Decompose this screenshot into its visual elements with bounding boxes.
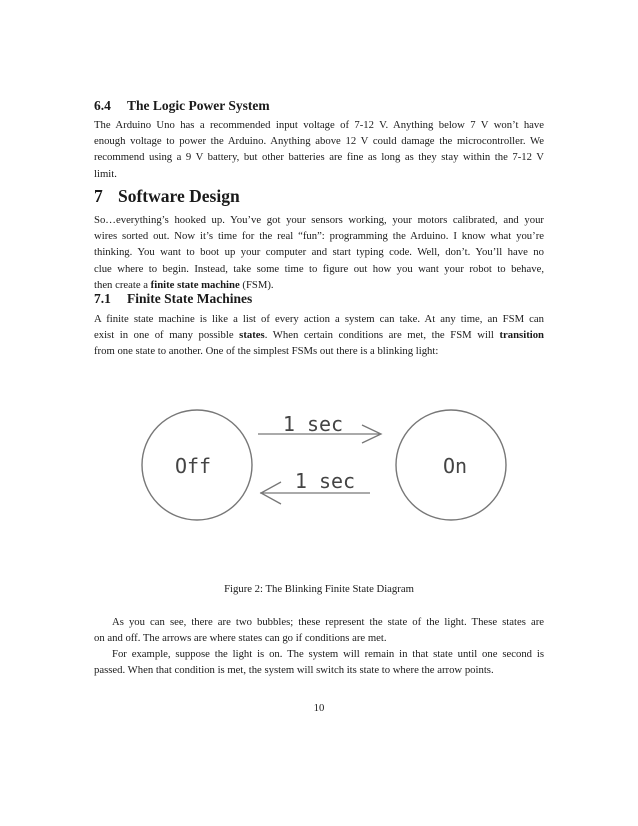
section-title: The Logic Power System [127, 98, 270, 113]
state-diagram [0, 395, 638, 530]
section-heading-6-4 [94, 98, 270, 114]
bold-term: transition [499, 329, 545, 342]
text-line: For example, suppose the light is on. The system will remain in that state until one second is [112, 648, 544, 660]
text-line: on and off. The arrows are where states can go if conditions are met. [94, 632, 387, 644]
section-number: 6.4 [94, 98, 111, 113]
section-heading-7 [94, 186, 240, 207]
text-line: The Arduino Uno has a recommended input voltage of 7-12 V. Anything below 7 V won’t have [94, 119, 544, 131]
text-line: from one state to another. One of the simplest FSMs out there is a blinking light: [94, 345, 439, 358]
bold-term: states [239, 329, 265, 342]
text-line: thinking. You want to boot up your computer and start typing code. Well, don’t. You’ll have no [94, 246, 544, 259]
text-line: So…everything’s hooked up. You’ve got your sensors working, your motors calibrated, and your [94, 214, 544, 226]
text-run: (FSM). [239, 278, 274, 291]
paragraph-example [94, 646, 544, 678]
figure-caption: Figure 2: The Blinking Finite State Diagram [224, 583, 414, 595]
section-title: Finite State Machines [127, 291, 253, 306]
text-line: clue where to begin. Instead, take some time to figure out how you want your robot to behave, [94, 262, 544, 275]
text-run: . When certain conditions are met, the FSM will [264, 329, 500, 342]
state-off-label: Off [174, 454, 212, 478]
text-line [94, 327, 544, 343]
text-line: A finite state machine is like a list of every action a system can take. At any time, an FSM can [94, 313, 544, 325]
bold-term: finite state machine [150, 278, 240, 291]
text-line: limit. [94, 167, 117, 180]
text-line: recommend using a 9 V battery, but other batteries are fine as long as they stay within the 7-12 V [94, 151, 544, 164]
section-title: Software Design [118, 186, 240, 206]
page-number: 10 [313, 702, 325, 714]
paragraph-fsm [94, 311, 544, 360]
paragraph-software-design [94, 212, 544, 293]
text-line: As you can see, there are two bubbles; these represent the state of the light. These states are [112, 616, 544, 628]
text-line: wires sorted out. Now it’s time for the real “fun”: programming the Arduino. I know what you’re [94, 230, 544, 243]
section-number: 7.1 [94, 291, 111, 306]
arrow-top-label: 1 sec [282, 412, 344, 436]
text-run: exist in one of many possible [94, 329, 240, 342]
arrow-bottom-label: 1 sec [294, 469, 356, 493]
paragraph-bubbles-cont [94, 630, 544, 646]
state-diagram-figure [0, 395, 638, 530]
section-number: 7 [94, 186, 103, 206]
paragraph-bubbles [94, 614, 544, 630]
text-line: passed. When that condition is met, the system will switch its state to where the arrow points. [94, 664, 494, 677]
text-line: enough voltage to power the Arduino. Anything above 12 V could damage the microcontroller. We [94, 135, 544, 148]
paragraph-logic-power [94, 117, 544, 182]
text-run: then create a [94, 278, 151, 291]
state-on-label: On [442, 454, 468, 478]
section-heading-7-1 [94, 291, 252, 307]
